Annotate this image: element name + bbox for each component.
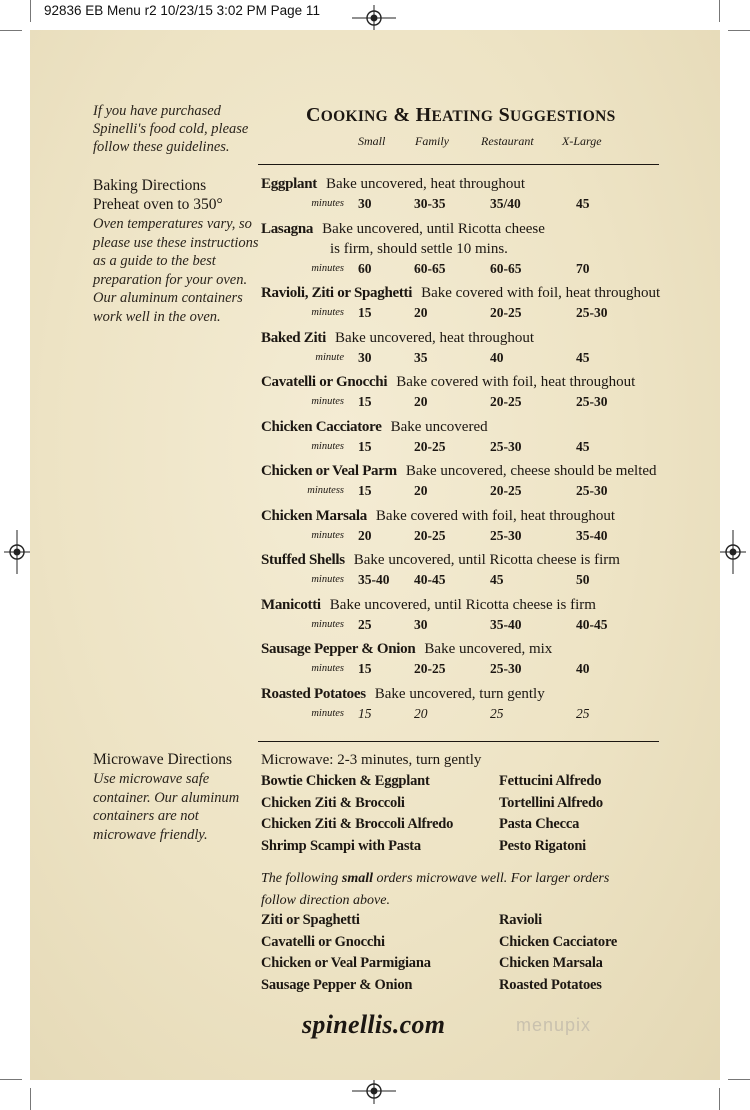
minutes-label: minutes	[311, 440, 344, 452]
item-description: Bake uncovered, cheese should be melted	[405, 463, 657, 479]
preheat-text: Preheat oven to 350°	[93, 196, 223, 213]
item-name: Eggplant	[261, 176, 317, 192]
time-value: 25-30	[490, 661, 522, 676]
menu-item: Pesto Rigatoni	[499, 837, 587, 854]
time-value: 30	[358, 349, 372, 365]
microwave-title: Microwave Directions	[93, 751, 233, 768]
minutes-label: minutes	[311, 198, 344, 209]
item-row	[261, 419, 488, 436]
item-name: Ravioli, Ziti or Spaghetti	[261, 285, 413, 301]
time-value: 20-25	[490, 305, 522, 320]
item-name: Chicken Marsala	[261, 507, 367, 524]
registration-mark-icon	[720, 530, 746, 574]
item-name: Lasagna	[261, 220, 314, 237]
menu-item: Ziti or Spaghetti	[261, 912, 360, 928]
crop-mark	[0, 1079, 22, 1080]
time-value: 35-40	[490, 616, 522, 632]
time-value: 25-30	[490, 438, 522, 454]
crop-mark	[728, 1079, 750, 1080]
time-value: 25-30	[490, 527, 522, 543]
time-value: 25	[490, 705, 504, 721]
time-value: 25-30	[576, 305, 608, 320]
item-description: Bake covered with foil, heat throughout	[375, 507, 616, 524]
item-name: Stuffed Shells	[261, 552, 345, 568]
time-value: 20-25	[414, 527, 446, 543]
registration-mark-icon	[352, 5, 396, 31]
time-value: 15	[358, 438, 372, 454]
menu-item: Bowtie Chicken & Eggplant	[261, 773, 430, 789]
item-row	[261, 552, 620, 569]
item-row	[261, 330, 534, 347]
website-link[interactable]: spinellis.com	[302, 1010, 446, 1039]
crop-mark	[719, 0, 720, 22]
item-description: Bake uncovered, heat throughout	[334, 329, 535, 346]
time-value: 70	[576, 260, 590, 276]
baking-title: Baking Directions	[93, 177, 207, 194]
item-name: Sausage Pepper & Onion	[261, 641, 416, 657]
crop-mark	[0, 30, 22, 31]
item-description: Bake uncovered, until Ricotta cheese is firm	[353, 552, 620, 568]
crop-mark	[728, 30, 750, 31]
item-name: Manicotti	[261, 596, 321, 613]
time-value: 45	[576, 438, 590, 454]
item-description: Bake uncovered, mix	[424, 641, 553, 657]
time-value: 60-65	[490, 260, 522, 276]
menu-item: Pasta Checca	[499, 816, 580, 832]
column-header-restaurant: Restaurant	[481, 134, 534, 148]
item-row	[261, 641, 552, 658]
time-value: 15	[358, 705, 372, 721]
microwave-note: Use microwave safe container. Our aluminum containers are not microwave friendly.	[93, 771, 240, 843]
item-name: Roasted Potatoes	[261, 685, 366, 702]
page-title: COOKING & HEATING SUGGESTIONS	[306, 104, 616, 126]
watermark: menupix	[516, 1015, 592, 1035]
time-value: 25	[358, 616, 372, 632]
item-row	[261, 374, 635, 391]
menu-item: Roasted Potatoes	[499, 976, 602, 993]
crop-mark	[30, 1088, 31, 1110]
time-value: 20-25	[490, 394, 522, 409]
menu-item: Ravioli	[499, 912, 542, 928]
time-value: 60-65	[414, 260, 446, 276]
time-value: 45	[490, 572, 504, 587]
time-value: 20	[358, 527, 372, 543]
minutes-label: minutes	[311, 618, 344, 630]
time-value: 15	[358, 661, 372, 676]
microwave-instruction: Microwave: 2-3 minutes, turn gently	[261, 752, 482, 768]
time-value: 20	[414, 483, 428, 498]
time-value: 35/40	[490, 196, 521, 211]
menu-page	[30, 30, 720, 1080]
menu-item: Tortellini Alfredo	[499, 794, 603, 811]
minutes-label: minutes	[311, 396, 344, 407]
menu-item: Chicken or Veal Parmigiana	[261, 955, 431, 971]
item-name: Cavatelli or Gnocchi	[261, 374, 388, 390]
time-value: 40-45	[414, 572, 446, 587]
time-value: 35-40	[358, 572, 390, 587]
time-value: 30	[358, 196, 372, 211]
item-description: Bake uncovered, until Ricotta cheese is firm	[329, 596, 596, 613]
time-value: 40-45	[576, 616, 608, 632]
item-row	[261, 686, 545, 703]
column-header-xlarge: X-Large	[562, 134, 602, 148]
registration-mark-icon	[352, 1078, 396, 1104]
time-value: 35-40	[576, 527, 608, 543]
item-description-cont: is firm, should settle 10 mins.	[330, 240, 508, 257]
menu-item: Cavatelli or Gnocchi	[261, 933, 385, 950]
menu-item: Chicken Marsala	[499, 955, 603, 971]
item-row	[261, 597, 596, 614]
small-orders-note: The following small orders microwave well. For larger orders follow direction above.	[261, 871, 610, 908]
menu-item: Chicken Cacciatore	[499, 933, 618, 950]
crop-mark	[719, 1088, 720, 1110]
time-value: 30	[414, 616, 428, 632]
time-value: 20-25	[414, 438, 446, 454]
item-name: Baked Ziti	[261, 329, 326, 346]
registration-mark-icon	[4, 530, 30, 574]
time-value: 20	[414, 705, 428, 721]
menu-item: Fettucini Alfredo	[499, 773, 602, 789]
item-name: Chicken Cacciatore	[261, 418, 382, 435]
time-value: 45	[576, 349, 590, 365]
menu-item: Shrimp Scampi with Pasta	[261, 837, 421, 854]
time-value: 20-25	[414, 661, 446, 676]
divider	[258, 164, 659, 165]
minutes-label: minutes	[311, 307, 344, 318]
minutes-label: minute	[315, 351, 344, 363]
item-description: Bake uncovered, heat throughout	[325, 176, 526, 192]
item-row	[261, 463, 657, 480]
divider	[258, 741, 659, 742]
column-header-family: Family	[415, 134, 449, 148]
item-description: Bake uncovered	[390, 418, 488, 435]
time-value: 15	[358, 394, 372, 409]
time-value: 35	[414, 349, 428, 365]
item-row	[261, 221, 545, 238]
menu-item: Chicken Ziti & Broccoli	[261, 794, 405, 811]
time-value: 15	[358, 483, 372, 498]
minutes-label: minutes	[311, 574, 344, 585]
time-value: 45	[576, 196, 590, 211]
minutes-label: minutes	[311, 529, 344, 541]
minutes-label: minutes	[311, 707, 344, 719]
minutes-label: minutes	[311, 663, 344, 674]
time-value: 20-25	[490, 483, 522, 498]
time-value: 25-30	[576, 394, 608, 409]
time-value: 40	[490, 349, 504, 365]
crop-mark	[30, 0, 31, 22]
baking-note: Oven temperatures vary, so please use these instructions as a guide to the best preparation for your oven. Our aluminum containers work well in the oven.	[93, 216, 259, 325]
minutes-label: minutess	[307, 485, 344, 496]
minutes-label: minutes	[311, 262, 344, 274]
time-value: 30-35	[414, 196, 446, 211]
item-description: Bake covered with foil, heat throughout	[421, 285, 661, 301]
item-row	[261, 176, 525, 193]
column-header-small: Small	[358, 134, 386, 148]
menu-item: Sausage Pepper & Onion	[261, 976, 413, 993]
item-description: Bake uncovered, turn gently	[374, 685, 545, 702]
print-slug: 92836 EB Menu r2 10/23/15 3:02 PM Page 11	[44, 3, 320, 18]
time-value: 25	[576, 705, 590, 721]
time-value: 20	[414, 394, 428, 409]
menu-item: Chicken Ziti & Broccoli Alfredo	[261, 816, 454, 832]
time-value: 60	[358, 260, 372, 276]
time-value: 15	[358, 305, 372, 320]
item-name: Chicken or Veal Parm	[261, 463, 397, 479]
item-row	[261, 508, 615, 525]
item-description: Bake uncovered, until Ricotta cheese	[322, 220, 545, 237]
item-description: Bake covered with foil, heat throughout	[396, 374, 636, 390]
time-value: 50	[576, 572, 590, 587]
intro-note: If you have purchased Spinelli's food cold, please follow these guidelines.	[93, 103, 249, 155]
item-row	[261, 285, 660, 302]
time-value: 20	[414, 305, 428, 320]
time-value: 25-30	[576, 483, 608, 498]
time-value: 40	[576, 661, 590, 676]
